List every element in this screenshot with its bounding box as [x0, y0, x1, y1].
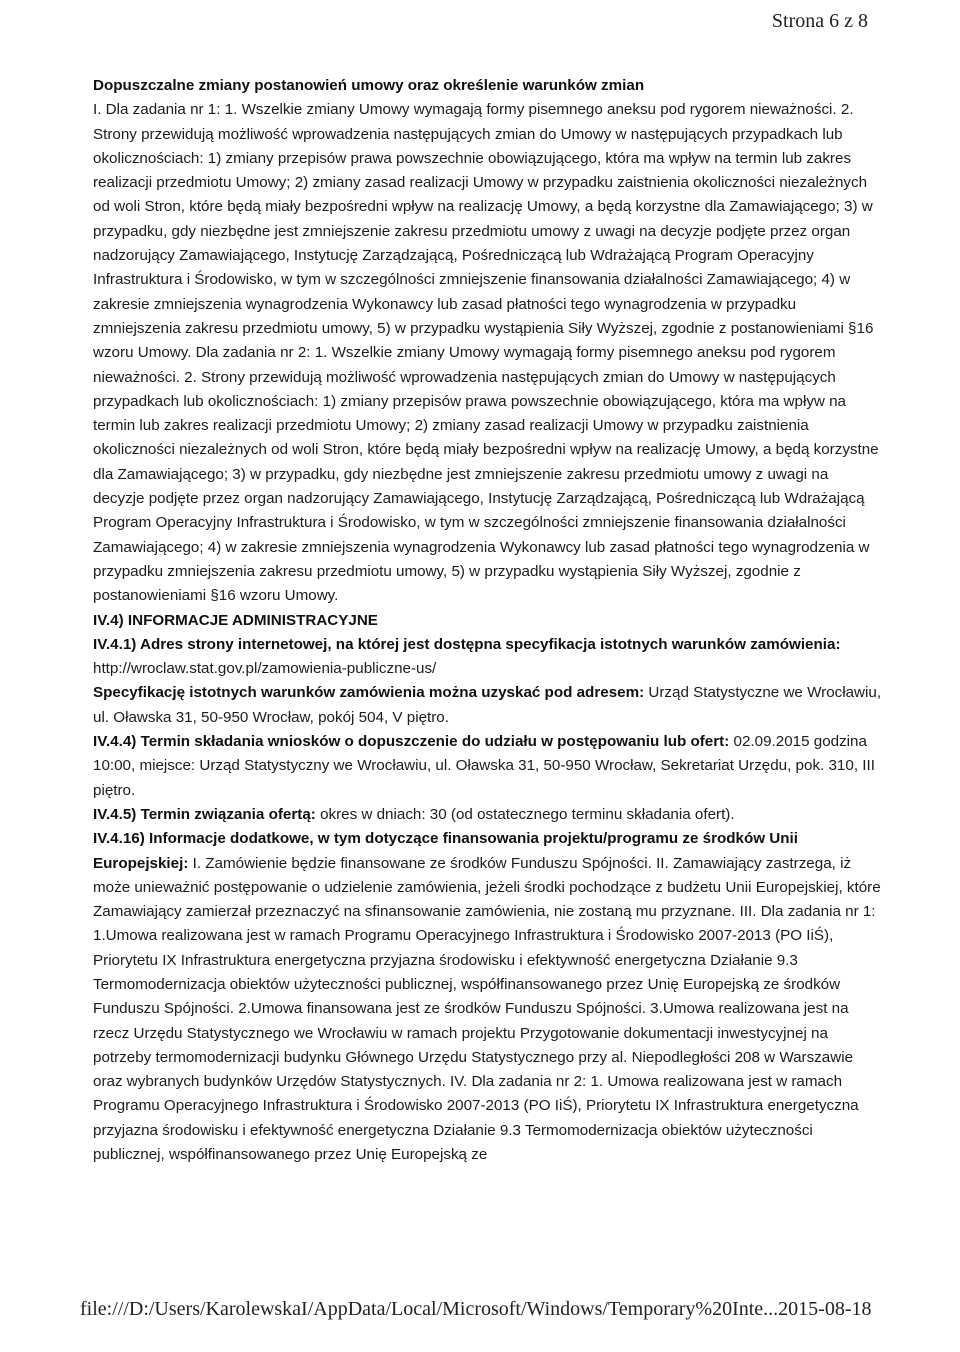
spec-address-value: Urząd Statystyczne we Wrocławiu, ul. Oławska 31, 50-950 Wrocław, pokój 504, V piętro.: [93, 684, 882, 726]
document-body: [93, 74, 883, 1167]
deadline-value: 02.09.2015 godzina 10:00, miejsce: Urząd Statystyczny we Wrocławiu, ul. Oławska 31, 50-950 Wrocław, Sekretariat Urzędu, pok. 310, III piętro.: [93, 733, 875, 799]
page-footer: [80, 1298, 870, 1321]
website-link: http://wroclaw.stat.gov.pl/zamowienia-publiczne-us/: [93, 660, 437, 678]
website-paragraph: [93, 633, 883, 682]
additional-paragraph: [93, 827, 883, 1167]
additional-value: I. Zamówienie będzie finansowane ze środków Funduszu Spójności. II. Zamawiający zastrzega, iż może unieważnić postępowanie o udzielenie zamówienia, jeżeli środki pochodzące z budżetu Unii Europejskiej, które Zamawiający zamierzał przeznaczyć na sfinansowanie zamówienia, nie zostaną mu przyznane. III. Dla zadania nr 1: 1.Umowa realizowana jest w ramach Programu Operacyjnego Infrastruktura i Środowisko 2007-2013 (PO IiŚ), Priorytetu IX Infrastruktura energetyczna przyjazna środowisku i efektywność energetyczna Działanie 9.3 Termomodernizacja obiektów użyteczności publicznej, współfinansowanego przez Unię Europejską ze środków Funduszu Spójności. 2.Umowa finansowana jest ze środków Funduszu Spójności. 3.Umowa realizowana jest na rzecz Urzędu Statystycznego we Wrocławiu w ramach projektu Przygotowanie dokumentacji inwestycyjnej na potrzeby termomodernizacji budynku Głównego Urzędu Statystycznego przy al. Niepodległości 208 w Warszawie oraz wybranych budynków Urzędów Statystycznych. IV. Dla zadania nr 2: 1. Umowa realizowana jest w ramach Programu Operacyjnego Infrastruktura i Środowisko 2007-2013 (PO IiŚ), Priorytetu IX Infrastruktura energetyczna przyjazna środowisku i efektywność energetyczna Działanie 9.3 Termomodernizacja obiektów użyteczności publicznej, współfinansowanego przez Unię Europejską ze: [93, 854, 881, 1164]
binding-value: okres w dniach: 30 (od ostatecznego terminu składania ofert).: [320, 805, 735, 823]
changes-heading: Dopuszczalne zmiany postanowień umowy oraz określenie warunków zmian: [93, 77, 645, 94]
deadline-paragraph: [93, 730, 883, 803]
deadline-label: IV.4.4) Termin składania wniosków o dopuszczenie do udziału w postępowaniu lub ofert:: [93, 733, 730, 751]
additional-label: IV.4.16) Informacje dodatkowe, w tym dotyczące finansowania projektu/programu ze środków Unii Europejskiej:: [93, 830, 798, 872]
print-date: 2015-08-18: [778, 1298, 872, 1320]
binding-paragraph: [93, 803, 883, 827]
website-label: IV.4.1) Adres strony internetowej, na której jest dostępna specyfikacja istotnych warunków zamówienia:: [93, 635, 841, 653]
binding-label: IV.4.5) Termin związania ofertą:: [93, 805, 316, 823]
spec-address-paragraph: [93, 681, 883, 730]
spec-address-label: Specyfikację istotnych warunków zamówienia można uzyskać pod adresem:: [93, 684, 645, 702]
section-heading: IV.4) INFORMACJE ADMINISTRACYJNE: [93, 611, 378, 629]
file-path: file:///D:/Users/KarolewskaI/AppData/Local/Microsoft/Windows/Temporary%20Inte...: [80, 1298, 779, 1320]
changes-text: I. Dla zadania nr 1: 1. Wszelkie zmiany Umowy wymagają formy pisemnego aneksu pod rygorem nieważności. 2. Strony przewidują możliwość wprowadzenia następujących zmian do Umowy w następujących przypadkach lub okolicznościach: 1) zmiany przepisów prawa powszechnie obowiązującego, która ma wpływ na termin lub zakres realizacji przedmiotu Umowy; 2) zmiany zasad realizacji Umowy w przypadku zaistnienia okoliczności niezależnych od woli Stron, które będą miały bezpośredni wpływ na realizację Umowy, a będą korzystne dla Zamawiającego; 3) w przypadku, gdy niezbędne jest zmniejszenie zakresu przedmiotu umowy z uwagi na decyzje podjęte przez organ nadzorujący Zamawiającego, Instytucję Zarządzającą, Pośredniczącą lub Wdrażającą Program Operacyjny Infrastruktura i Środowisko, w tym w szczególności zmniejszenie finansowania działalności Zamawiającego; 4) w zakresie zmniejszenia wynagrodzenia Wykonawcy lub zasad płatności tego wynagrodzenia w przypadku zmniejszenia zakresu przedmiotu umowy, 5) w przypadku wystąpienia Siły Wyższej, zgodnie z postanowieniami §16 wzoru Umowy. Dla zadania nr 2: 1. Wszelkie zmiany Umowy wymagają formy pisemnego aneksu pod rygorem nieważności. 2. Strony przewidują możliwość wprowadzenia następujących zmian do Umowy w następujących przypadkach lub okolicznościach: 1) zmiany przepisów prawa powszechnie obowiązującego, która ma wpływ na termin lub zakres realizacji przedmiotu Umowy; 2) zmiany zasad realizacji Umowy w przypadku zaistnienia okoliczności niezależnych od woli Stron, które będą miały bezpośredni wpływ na realizację Umowy, a będą korzystne dla Zamawiającego; 3) w przypadku, gdy niezbędne jest zmniejszenie zakresu przedmiotu umowy z uwagi na decyzje podjęte przez organ nadzorujący Zamawiającego, Instytucję Zarządzającą, Pośredniczącą lub Wdrażającą Program Operacyjny Infrastruktura i Środowisko, w tym w szczególności zmniejszenie finansowania działalności Zamawiającego; 4) w zakresie zmniejszenia wynagrodzenia Wykonawcy lub zasad płatności tego wynagrodzenia w przypadku zmniejszenia zakresu przedmiotu umowy, 5) w przypadku wystąpienia Siły Wyższej, zgodnie z postanowieniami §16 wzoru Umowy.: [93, 101, 879, 605]
page-number: Strona 6 z 8: [771, 10, 868, 32]
